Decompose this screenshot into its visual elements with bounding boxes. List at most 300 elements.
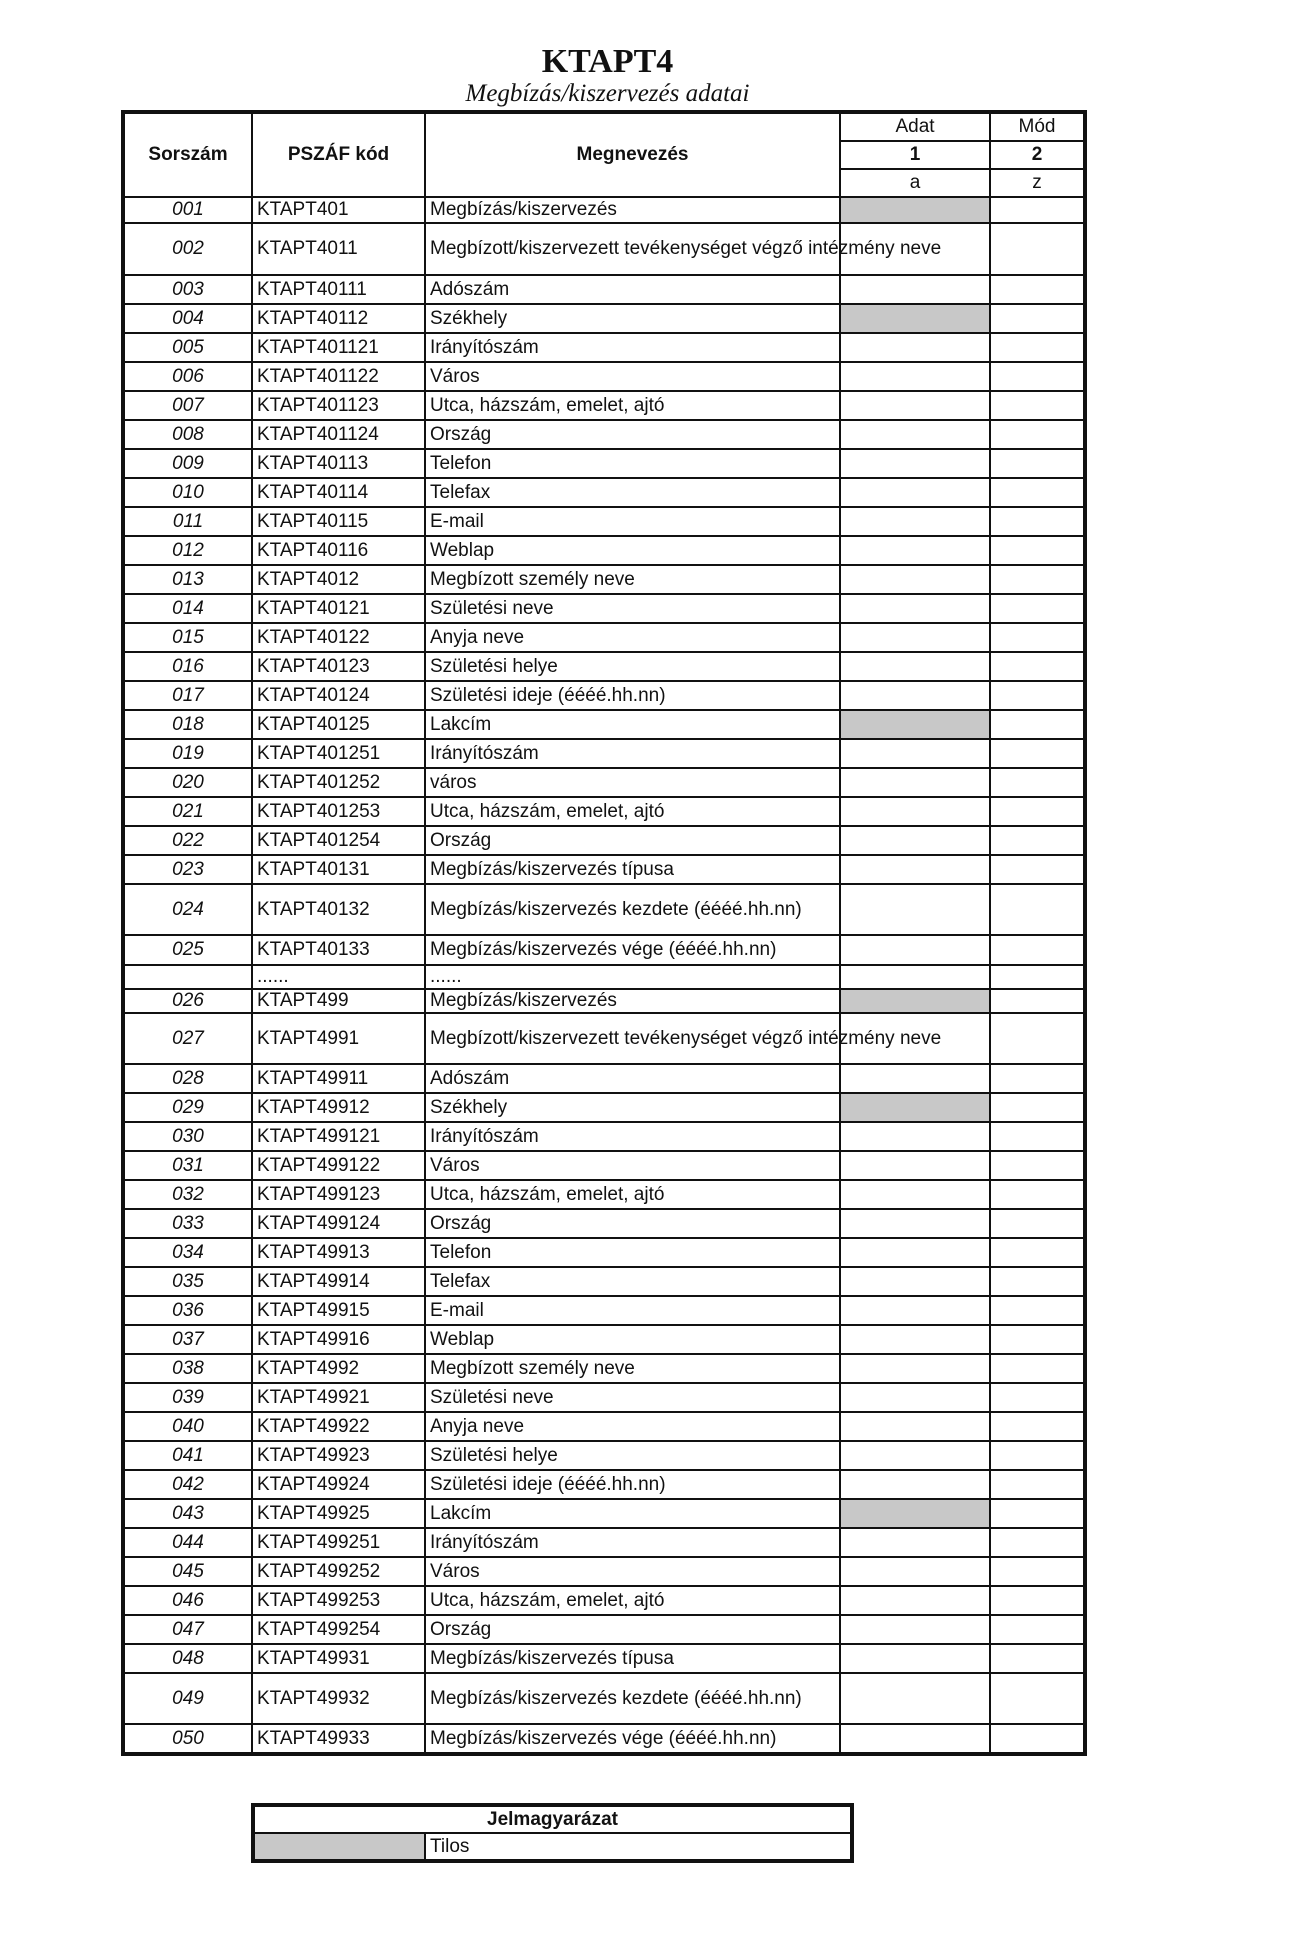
row-adat-cell[interactable] <box>840 507 990 536</box>
row-adat-cell[interactable] <box>840 1615 990 1644</box>
row-sorszam: 037 <box>123 1325 252 1354</box>
row-mod-cell[interactable] <box>990 1325 1085 1354</box>
legend-tilos-label: Tilos <box>425 1833 852 1861</box>
row-megnevezes: Születési neve <box>425 594 840 623</box>
row-sorszam: 029 <box>123 1093 252 1122</box>
row-mod-cell[interactable] <box>990 884 1085 935</box>
row-mod-cell[interactable] <box>990 478 1085 507</box>
row-adat-cell[interactable] <box>840 965 990 989</box>
row-adat-cell[interactable] <box>840 1528 990 1557</box>
row-megnevezes: Megbízás/kiszervezés vége (éééé.hh.nn) <box>425 935 840 965</box>
row-megnevezes: E-mail <box>425 1296 840 1325</box>
row-megnevezes: E-mail <box>425 507 840 536</box>
table-row <box>123 965 1085 989</box>
row-adat-cell[interactable] <box>840 855 990 884</box>
row-pszaf-kod: KTAPT401121 <box>252 333 425 362</box>
table-row <box>123 1615 1085 1644</box>
row-sorszam: 025 <box>123 935 252 965</box>
row-adat-cell[interactable] <box>840 1296 990 1325</box>
row-adat-cell[interactable] <box>840 1724 990 1754</box>
row-pszaf-kod: KTAPT401 <box>252 197 425 223</box>
row-pszaf-kod: KTAPT40112 <box>252 304 425 333</box>
table-row <box>123 989 1085 1013</box>
row-pszaf-kod: KTAPT401251 <box>252 739 425 768</box>
table-row <box>123 478 1085 507</box>
row-sorszam <box>123 965 252 989</box>
row-adat-cell[interactable] <box>840 1586 990 1615</box>
row-sorszam: 001 <box>123 197 252 223</box>
row-megnevezes: Utca, házszám, emelet, ajtó <box>425 797 840 826</box>
row-megnevezes: Ország <box>425 1209 840 1238</box>
row-megnevezes: ...... <box>425 965 840 989</box>
row-sorszam: 044 <box>123 1528 252 1557</box>
row-mod-cell[interactable] <box>990 1441 1085 1470</box>
row-sorszam: 020 <box>123 768 252 797</box>
row-megnevezes: Megbízás/kiszervezés <box>425 989 840 1013</box>
table-row <box>123 1644 1085 1673</box>
row-sorszam: 012 <box>123 536 252 565</box>
table-row <box>123 197 1085 223</box>
row-sorszam: 002 <box>123 223 252 275</box>
table-row <box>123 1296 1085 1325</box>
row-megnevezes: Megbízott/kiszervezett tevékenységet végző intézmény neve <box>425 223 840 275</box>
row-adat-cell[interactable] <box>840 565 990 594</box>
row-megnevezes: Telefax <box>425 478 840 507</box>
row-megnevezes: Születési neve <box>425 1383 840 1412</box>
row-adat-cell-tilos <box>840 989 990 1013</box>
row-pszaf-kod: KTAPT49925 <box>252 1499 425 1528</box>
row-adat-cell[interactable] <box>840 275 990 304</box>
row-megnevezes: Adószám <box>425 275 840 304</box>
row-pszaf-kod: KTAPT40113 <box>252 449 425 478</box>
table-row <box>123 935 1085 965</box>
table-row <box>123 223 1085 275</box>
row-pszaf-kod: KTAPT401254 <box>252 826 425 855</box>
row-mod-cell[interactable] <box>990 1064 1085 1093</box>
table-row <box>123 739 1085 768</box>
row-pszaf-kod: KTAPT40111 <box>252 275 425 304</box>
row-adat-cell[interactable] <box>840 536 990 565</box>
row-sorszam: 034 <box>123 1238 252 1267</box>
row-megnevezes: Születési ideje (éééé.hh.nn) <box>425 1470 840 1499</box>
table-row <box>123 1267 1085 1296</box>
row-sorszam: 026 <box>123 989 252 1013</box>
row-sorszam: 010 <box>123 478 252 507</box>
row-mod-cell[interactable] <box>990 1586 1085 1615</box>
row-adat-cell[interactable] <box>840 623 990 652</box>
row-mod-cell[interactable] <box>990 1724 1085 1754</box>
row-mod-cell[interactable] <box>990 1528 1085 1557</box>
row-megnevezes: Megbízott/kiszervezett tevékenységet végző intézmény neve <box>425 1013 840 1064</box>
row-adat-cell[interactable] <box>840 739 990 768</box>
form-subtitle: Megbízás/kiszervezés adatai <box>465 80 750 107</box>
row-mod-cell[interactable] <box>990 1267 1085 1296</box>
row-pszaf-kod: KTAPT49911 <box>252 1064 425 1093</box>
row-megnevezes: Ország <box>425 826 840 855</box>
row-mod-cell[interactable] <box>990 935 1085 965</box>
row-pszaf-kod: KTAPT40122 <box>252 623 425 652</box>
row-adat-cell[interactable] <box>840 1441 990 1470</box>
table-row <box>123 1441 1085 1470</box>
table-row <box>123 449 1085 478</box>
row-pszaf-kod: KTAPT40133 <box>252 935 425 965</box>
row-sorszam: 021 <box>123 797 252 826</box>
row-adat-cell[interactable] <box>840 478 990 507</box>
row-mod-cell[interactable] <box>990 449 1085 478</box>
table-row <box>123 1122 1085 1151</box>
row-pszaf-kod: KTAPT40131 <box>252 855 425 884</box>
row-sorszam: 011 <box>123 507 252 536</box>
row-adat-cell[interactable] <box>840 1122 990 1151</box>
row-sorszam: 045 <box>123 1557 252 1586</box>
row-sorszam: 004 <box>123 304 252 333</box>
row-adat-cell[interactable] <box>840 1238 990 1267</box>
row-pszaf-kod: KTAPT49933 <box>252 1724 425 1754</box>
row-pszaf-kod: KTAPT4991 <box>252 1013 425 1064</box>
header-pszaf-kod: PSZÁF kód <box>252 112 425 197</box>
row-adat-cell[interactable] <box>840 420 990 449</box>
row-pszaf-kod: KTAPT401122 <box>252 362 425 391</box>
row-adat-cell[interactable] <box>840 1644 990 1673</box>
header-sorszam: Sorszám <box>123 112 252 197</box>
row-mod-cell[interactable] <box>990 1093 1085 1122</box>
row-adat-cell[interactable] <box>840 652 990 681</box>
table-row <box>123 420 1085 449</box>
row-pszaf-kod: KTAPT499124 <box>252 1209 425 1238</box>
row-megnevezes: Megbízás/kiszervezés típusa <box>425 1644 840 1673</box>
row-pszaf-kod: KTAPT49923 <box>252 1441 425 1470</box>
table-row <box>123 1412 1085 1441</box>
row-adat-cell[interactable] <box>840 768 990 797</box>
row-pszaf-kod: KTAPT401253 <box>252 797 425 826</box>
data-table <box>121 110 1087 1756</box>
row-mod-cell[interactable] <box>990 1412 1085 1441</box>
row-mod-cell[interactable] <box>990 1499 1085 1528</box>
row-mod-cell[interactable] <box>990 797 1085 826</box>
row-sorszam: 039 <box>123 1383 252 1412</box>
row-adat-cell[interactable] <box>840 449 990 478</box>
row-sorszam: 049 <box>123 1673 252 1724</box>
row-megnevezes: Anyja neve <box>425 1412 840 1441</box>
row-mod-cell[interactable] <box>990 1615 1085 1644</box>
table-row <box>123 623 1085 652</box>
row-megnevezes: Megbízás/kiszervezés <box>425 197 840 223</box>
row-adat-cell[interactable] <box>840 1209 990 1238</box>
row-pszaf-kod: KTAPT49915 <box>252 1296 425 1325</box>
row-megnevezes: Születési helye <box>425 652 840 681</box>
row-adat-cell[interactable] <box>840 594 990 623</box>
row-pszaf-kod: KTAPT49921 <box>252 1383 425 1412</box>
row-pszaf-kod: KTAPT4012 <box>252 565 425 594</box>
row-megnevezes: Város <box>425 1557 840 1586</box>
table-row <box>123 768 1085 797</box>
row-pszaf-kod: KTAPT49932 <box>252 1673 425 1724</box>
row-sorszam: 024 <box>123 884 252 935</box>
header-adat: Adat <box>840 112 990 141</box>
table-row <box>123 1238 1085 1267</box>
table-row <box>123 1470 1085 1499</box>
row-sorszam: 014 <box>123 594 252 623</box>
row-adat-cell[interactable] <box>840 1557 990 1586</box>
row-sorszam: 033 <box>123 1209 252 1238</box>
row-pszaf-kod: KTAPT401123 <box>252 391 425 420</box>
row-pszaf-kod: KTAPT49913 <box>252 1238 425 1267</box>
row-sorszam: 036 <box>123 1296 252 1325</box>
row-mod-cell[interactable] <box>990 739 1085 768</box>
row-sorszam: 035 <box>123 1267 252 1296</box>
table-row <box>123 1093 1085 1122</box>
row-mod-cell[interactable] <box>990 536 1085 565</box>
row-mod-cell[interactable] <box>990 989 1085 1013</box>
row-mod-cell[interactable] <box>990 1013 1085 1064</box>
row-megnevezes: Irányítószám <box>425 739 840 768</box>
row-megnevezes: Lakcím <box>425 710 840 739</box>
table-row <box>123 1064 1085 1093</box>
row-pszaf-kod: KTAPT49912 <box>252 1093 425 1122</box>
row-megnevezes: város <box>425 768 840 797</box>
row-sorszam: 047 <box>123 1615 252 1644</box>
row-mod-cell[interactable] <box>990 197 1085 223</box>
row-mod-cell[interactable] <box>990 1151 1085 1180</box>
table-row <box>123 1673 1085 1724</box>
row-sorszam: 009 <box>123 449 252 478</box>
row-sorszam: 018 <box>123 710 252 739</box>
table-row <box>123 1499 1085 1528</box>
row-adat-cell[interactable] <box>840 1354 990 1383</box>
row-mod-cell[interactable] <box>990 855 1085 884</box>
header-mod-code: z <box>990 169 1085 197</box>
table-row <box>123 362 1085 391</box>
row-sorszam: 043 <box>123 1499 252 1528</box>
row-mod-cell[interactable] <box>990 275 1085 304</box>
table-row <box>123 304 1085 333</box>
row-mod-cell[interactable] <box>990 223 1085 275</box>
row-adat-cell[interactable] <box>840 1412 990 1441</box>
row-megnevezes: Weblap <box>425 1325 840 1354</box>
row-pszaf-kod: KTAPT49916 <box>252 1325 425 1354</box>
row-megnevezes: Irányítószám <box>425 1528 840 1557</box>
row-megnevezes: Anyja neve <box>425 623 840 652</box>
row-mod-cell[interactable] <box>990 1180 1085 1209</box>
row-pszaf-kod: KTAPT40114 <box>252 478 425 507</box>
row-mod-cell[interactable] <box>990 1673 1085 1724</box>
row-sorszam: 027 <box>123 1013 252 1064</box>
row-sorszam: 005 <box>123 333 252 362</box>
table-row <box>123 826 1085 855</box>
row-adat-cell[interactable] <box>840 884 990 935</box>
table-row <box>123 1724 1085 1754</box>
row-sorszam: 030 <box>123 1122 252 1151</box>
row-pszaf-kod: KTAPT499253 <box>252 1586 425 1615</box>
row-adat-cell-tilos <box>840 1499 990 1528</box>
row-adat-cell[interactable] <box>840 797 990 826</box>
header-adat-code: a <box>840 169 990 197</box>
row-sorszam: 008 <box>123 420 252 449</box>
row-adat-cell[interactable] <box>840 1064 990 1093</box>
row-sorszam: 003 <box>123 275 252 304</box>
row-pszaf-kod: KTAPT49914 <box>252 1267 425 1296</box>
row-pszaf-kod: KTAPT499123 <box>252 1180 425 1209</box>
legend-table <box>251 1803 854 1863</box>
row-megnevezes: Megbízás/kiszervezés vége (éééé.hh.nn) <box>425 1724 840 1754</box>
row-sorszam: 028 <box>123 1064 252 1093</box>
row-mod-cell[interactable] <box>990 565 1085 594</box>
row-mod-cell[interactable] <box>990 391 1085 420</box>
table-row <box>123 536 1085 565</box>
row-mod-cell[interactable] <box>990 623 1085 652</box>
row-adat-cell[interactable] <box>840 1180 990 1209</box>
row-sorszam: 042 <box>123 1470 252 1499</box>
row-sorszam: 046 <box>123 1586 252 1615</box>
table-row <box>123 681 1085 710</box>
row-mod-cell[interactable] <box>990 826 1085 855</box>
row-adat-cell[interactable] <box>840 333 990 362</box>
row-mod-cell[interactable] <box>990 652 1085 681</box>
row-pszaf-kod: KTAPT40121 <box>252 594 425 623</box>
row-mod-cell[interactable] <box>990 507 1085 536</box>
row-mod-cell[interactable] <box>990 362 1085 391</box>
table-row <box>123 275 1085 304</box>
row-mod-cell[interactable] <box>990 1122 1085 1151</box>
row-megnevezes: Megbízás/kiszervezés kezdete (éééé.hh.nn) <box>425 1673 840 1724</box>
row-mod-cell[interactable] <box>990 710 1085 739</box>
row-sorszam: 006 <box>123 362 252 391</box>
table-row <box>123 797 1085 826</box>
header-megnevezes: Megnevezés <box>425 112 840 197</box>
row-megnevezes: Születési ideje (éééé.hh.nn) <box>425 681 840 710</box>
row-pszaf-kod: ...... <box>252 965 425 989</box>
row-pszaf-kod: KTAPT40115 <box>252 507 425 536</box>
row-mod-cell[interactable] <box>990 420 1085 449</box>
row-mod-cell[interactable] <box>990 1354 1085 1383</box>
table-row <box>123 710 1085 739</box>
table-row <box>123 1586 1085 1615</box>
row-adat-cell[interactable] <box>840 681 990 710</box>
row-megnevezes: Székhely <box>425 304 840 333</box>
table-row <box>123 1180 1085 1209</box>
row-adat-cell[interactable] <box>840 362 990 391</box>
row-sorszam: 015 <box>123 623 252 652</box>
table-row <box>123 565 1085 594</box>
table-row <box>123 1528 1085 1557</box>
row-megnevezes: Telefax <box>425 1267 840 1296</box>
row-pszaf-kod: KTAPT40116 <box>252 536 425 565</box>
header-mod: Mód <box>990 112 1085 141</box>
header-mod-number: 2 <box>990 141 1085 169</box>
row-pszaf-kod: KTAPT499 <box>252 989 425 1013</box>
row-mod-cell[interactable] <box>990 1209 1085 1238</box>
row-mod-cell[interactable] <box>990 965 1085 989</box>
row-megnevezes: Megbízott személy neve <box>425 1354 840 1383</box>
table-row <box>123 594 1085 623</box>
row-adat-cell-tilos <box>840 1093 990 1122</box>
table-row <box>123 1325 1085 1354</box>
row-pszaf-kod: KTAPT40123 <box>252 652 425 681</box>
row-megnevezes: Ország <box>425 420 840 449</box>
row-megnevezes: Utca, házszám, emelet, ajtó <box>425 1180 840 1209</box>
row-sorszam: 040 <box>123 1412 252 1441</box>
row-pszaf-kod: KTAPT401252 <box>252 768 425 797</box>
row-sorszam: 031 <box>123 1151 252 1180</box>
row-adat-cell[interactable] <box>840 1267 990 1296</box>
row-adat-cell[interactable] <box>840 391 990 420</box>
row-sorszam: 017 <box>123 681 252 710</box>
table-row <box>123 1209 1085 1238</box>
row-mod-cell[interactable] <box>990 1238 1085 1267</box>
table-row <box>123 652 1085 681</box>
row-sorszam: 007 <box>123 391 252 420</box>
row-pszaf-kod: KTAPT49924 <box>252 1470 425 1499</box>
row-megnevezes: Utca, házszám, emelet, ajtó <box>425 1586 840 1615</box>
row-mod-cell[interactable] <box>990 1470 1085 1499</box>
row-megnevezes: Megbízás/kiszervezés kezdete (éééé.hh.nn) <box>425 884 840 935</box>
row-sorszam: 050 <box>123 1724 252 1754</box>
row-sorszam: 022 <box>123 826 252 855</box>
row-adat-cell[interactable] <box>840 1383 990 1412</box>
row-megnevezes: Város <box>425 1151 840 1180</box>
row-sorszam: 032 <box>123 1180 252 1209</box>
row-pszaf-kod: KTAPT499252 <box>252 1557 425 1586</box>
row-mod-cell[interactable] <box>990 1296 1085 1325</box>
row-adat-cell[interactable] <box>840 935 990 965</box>
row-adat-cell-tilos <box>840 304 990 333</box>
row-sorszam: 016 <box>123 652 252 681</box>
table-row <box>123 1013 1085 1064</box>
row-megnevezes: Lakcím <box>425 1499 840 1528</box>
row-mod-cell[interactable] <box>990 304 1085 333</box>
legend-title: Jelmagyarázat <box>253 1805 852 1833</box>
row-megnevezes: Adószám <box>425 1064 840 1093</box>
legend-tilos-swatch <box>253 1833 425 1861</box>
row-sorszam: 023 <box>123 855 252 884</box>
row-pszaf-kod: KTAPT49922 <box>252 1412 425 1441</box>
row-sorszam: 019 <box>123 739 252 768</box>
row-mod-cell[interactable] <box>990 1557 1085 1586</box>
row-adat-cell[interactable] <box>840 1325 990 1354</box>
row-adat-cell-tilos <box>840 197 990 223</box>
row-mod-cell[interactable] <box>990 594 1085 623</box>
row-pszaf-kod: KTAPT401124 <box>252 420 425 449</box>
row-adat-cell[interactable] <box>840 1470 990 1499</box>
row-mod-cell[interactable] <box>990 1644 1085 1673</box>
row-mod-cell[interactable] <box>990 333 1085 362</box>
row-pszaf-kod: KTAPT499122 <box>252 1151 425 1180</box>
row-pszaf-kod: KTAPT499121 <box>252 1122 425 1151</box>
row-sorszam: 048 <box>123 1644 252 1673</box>
table-row <box>123 507 1085 536</box>
row-sorszam: 038 <box>123 1354 252 1383</box>
row-pszaf-kod: KTAPT4011 <box>252 223 425 275</box>
table-row <box>123 1383 1085 1412</box>
row-mod-cell[interactable] <box>990 681 1085 710</box>
row-megnevezes: Irányítószám <box>425 333 840 362</box>
header-adat-number: 1 <box>840 141 990 169</box>
table-row <box>123 333 1085 362</box>
table-row <box>123 1151 1085 1180</box>
row-adat-cell[interactable] <box>840 826 990 855</box>
row-pszaf-kod: KTAPT40124 <box>252 681 425 710</box>
row-adat-cell[interactable] <box>840 1673 990 1724</box>
row-megnevezes: Telefon <box>425 1238 840 1267</box>
row-megnevezes: Megbízott személy neve <box>425 565 840 594</box>
row-mod-cell[interactable] <box>990 1383 1085 1412</box>
row-megnevezes: Weblap <box>425 536 840 565</box>
row-sorszam: 013 <box>123 565 252 594</box>
row-mod-cell[interactable] <box>990 768 1085 797</box>
row-megnevezes: Székhely <box>425 1093 840 1122</box>
row-megnevezes: Város <box>425 362 840 391</box>
row-adat-cell[interactable] <box>840 1151 990 1180</box>
